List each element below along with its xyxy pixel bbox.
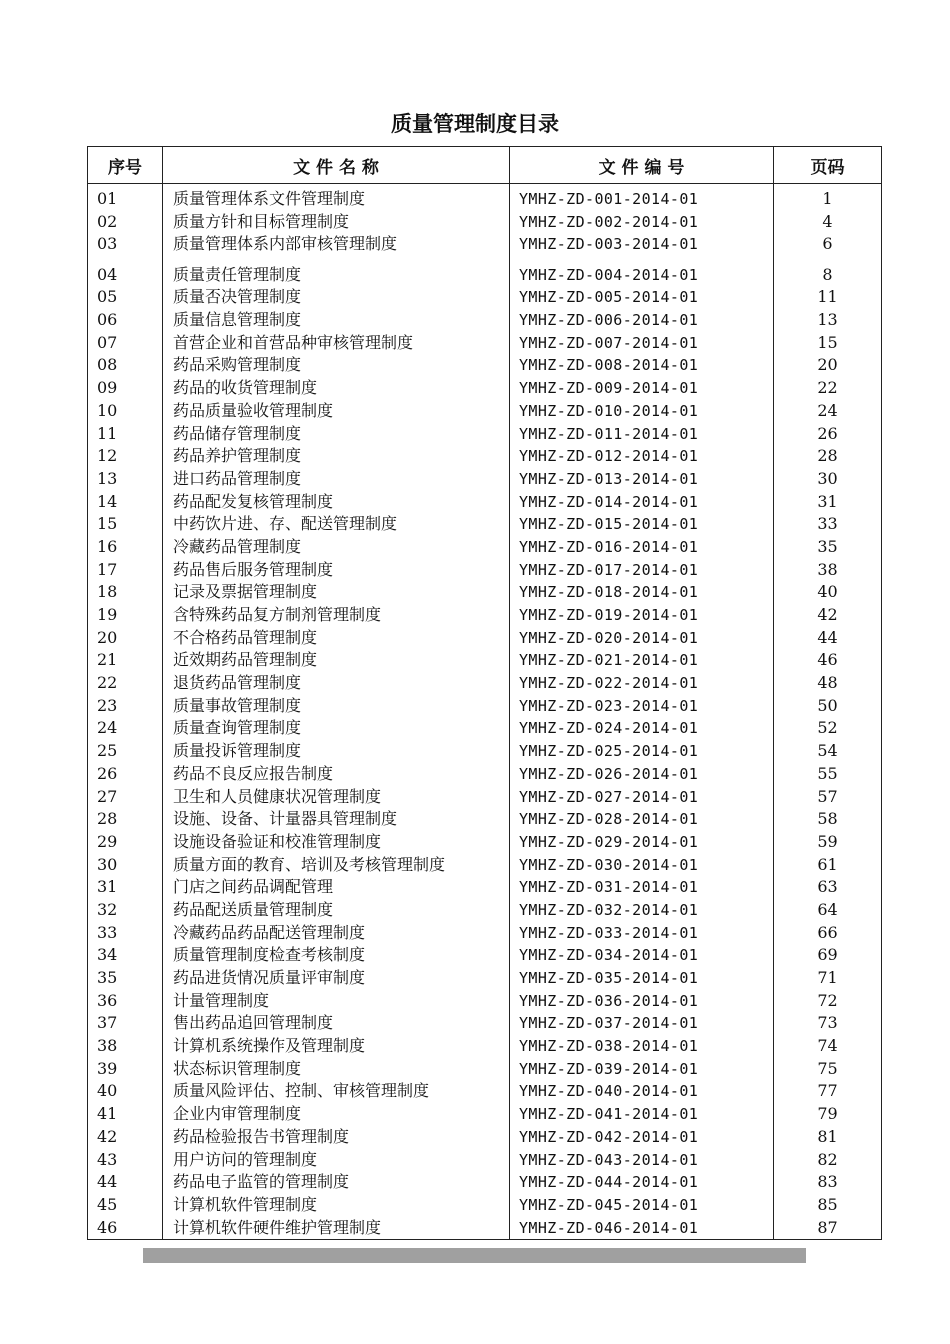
cell-serial-number: 28	[88, 808, 163, 831]
cell-document-code: YMHZ-ZD-026-2014-01	[510, 763, 774, 786]
cell-document-name: 药品养护管理制度	[163, 445, 510, 468]
table-row	[88, 468, 882, 491]
cell-document-name: 设施、设备、计量器具管理制度	[163, 808, 510, 831]
cell-document-name: 质量事故管理制度	[163, 694, 510, 717]
table-row	[88, 763, 882, 786]
cell-serial-number: 33	[88, 921, 163, 944]
cell-document-name: 含特殊药品复方制剂管理制度	[163, 604, 510, 627]
cell-document-name: 药品检验报告书管理制度	[163, 1126, 510, 1149]
cell-serial-number: 29	[88, 831, 163, 854]
horizontal-scrollbar[interactable]	[143, 1248, 806, 1263]
table-row	[88, 831, 882, 854]
cell-page-number: 74	[774, 1035, 882, 1058]
table-row	[88, 581, 882, 604]
table-row	[88, 490, 882, 513]
cell-serial-number: 07	[88, 331, 163, 354]
cell-document-name: 药品配送质量管理制度	[163, 899, 510, 922]
table-row	[88, 1194, 882, 1217]
cell-document-name: 质量否决管理制度	[163, 286, 510, 309]
cell-page-number: 46	[774, 649, 882, 672]
cell-document-code: YMHZ-ZD-027-2014-01	[510, 785, 774, 808]
cell-document-name: 药品采购管理制度	[163, 354, 510, 377]
table-row	[88, 445, 882, 468]
page-title: 质量管理制度目录	[391, 112, 559, 136]
cell-document-name: 记录及票据管理制度	[163, 581, 510, 604]
cell-serial-number: 18	[88, 581, 163, 604]
cell-document-code: YMHZ-ZD-005-2014-01	[510, 286, 774, 309]
cell-serial-number: 40	[88, 1080, 163, 1103]
cell-document-name: 设施设备验证和校准管理制度	[163, 831, 510, 854]
cell-page-number: 75	[774, 1057, 882, 1080]
cell-serial-number: 43	[88, 1148, 163, 1171]
cell-page-number: 33	[774, 513, 882, 536]
cell-document-name: 进口药品管理制度	[163, 468, 510, 491]
table-row	[88, 377, 882, 400]
cell-document-name: 质量查询管理制度	[163, 717, 510, 740]
cell-serial-number: 46	[88, 1216, 163, 1239]
table-row	[88, 1126, 882, 1149]
cell-page-number: 40	[774, 581, 882, 604]
cell-document-name: 药品配发复核管理制度	[163, 490, 510, 513]
cell-document-code: YMHZ-ZD-012-2014-01	[510, 445, 774, 468]
cell-document-name: 冷藏药品药品配送管理制度	[163, 921, 510, 944]
cell-page-number: 30	[774, 468, 882, 491]
cell-document-name: 质量管理体系文件管理制度	[163, 188, 510, 211]
cell-document-code: YMHZ-ZD-029-2014-01	[510, 831, 774, 854]
cell-serial-number: 02	[88, 211, 163, 234]
cell-serial-number: 05	[88, 286, 163, 309]
cell-page-number: 22	[774, 377, 882, 400]
cell-document-code: YMHZ-ZD-025-2014-01	[510, 740, 774, 763]
table-row	[88, 1171, 882, 1194]
table-row	[88, 1148, 882, 1171]
cell-page-number: 44	[774, 626, 882, 649]
table-row	[88, 331, 882, 354]
table-row	[88, 876, 882, 899]
table-row	[88, 1103, 882, 1126]
cell-document-name: 药品售后服务管理制度	[163, 558, 510, 581]
cell-document-code: YMHZ-ZD-037-2014-01	[510, 1012, 774, 1035]
cell-page-number: 38	[774, 558, 882, 581]
cell-document-name: 计算机软件硬件维护管理制度	[163, 1216, 510, 1239]
cell-serial-number: 11	[88, 422, 163, 445]
cell-document-name: 质量信息管理制度	[163, 309, 510, 332]
cell-document-code: YMHZ-ZD-010-2014-01	[510, 400, 774, 423]
table-header-row	[88, 147, 882, 184]
cell-serial-number: 31	[88, 876, 163, 899]
cell-document-code: YMHZ-ZD-041-2014-01	[510, 1103, 774, 1126]
cell-page-number: 55	[774, 763, 882, 786]
cell-page-number: 58	[774, 808, 882, 831]
cell-serial-number: 08	[88, 354, 163, 377]
cell-page-number: 66	[774, 921, 882, 944]
cell-document-name: 计算机系统操作及管理制度	[163, 1035, 510, 1058]
cell-document-code: YMHZ-ZD-042-2014-01	[510, 1126, 774, 1149]
cell-page-number: 82	[774, 1148, 882, 1171]
table-row	[88, 211, 882, 234]
cell-document-code: YMHZ-ZD-006-2014-01	[510, 309, 774, 332]
cell-serial-number: 25	[88, 740, 163, 763]
cell-document-code: YMHZ-ZD-024-2014-01	[510, 717, 774, 740]
table-row	[88, 626, 882, 649]
cell-document-code: YMHZ-ZD-016-2014-01	[510, 536, 774, 559]
cell-document-code: YMHZ-ZD-001-2014-01	[510, 188, 774, 211]
cell-document-code: YMHZ-ZD-004-2014-01	[510, 263, 774, 286]
cell-document-code: YMHZ-ZD-002-2014-01	[510, 211, 774, 234]
table-row	[88, 1012, 882, 1035]
cell-document-code: YMHZ-ZD-011-2014-01	[510, 422, 774, 445]
cell-page-number: 69	[774, 944, 882, 967]
cell-document-name: 首营企业和首营品种审核管理制度	[163, 331, 510, 354]
table-row	[88, 558, 882, 581]
table-row	[88, 263, 882, 286]
cell-serial-number: 27	[88, 785, 163, 808]
cell-document-code: YMHZ-ZD-038-2014-01	[510, 1035, 774, 1058]
cell-serial-number: 26	[88, 763, 163, 786]
cell-page-number: 50	[774, 694, 882, 717]
cell-serial-number: 19	[88, 604, 163, 627]
cell-document-name: 售出药品追回管理制度	[163, 1012, 510, 1035]
cell-serial-number: 37	[88, 1012, 163, 1035]
cell-document-code: YMHZ-ZD-019-2014-01	[510, 604, 774, 627]
cell-document-name: 质量方面的教育、培训及考核管理制度	[163, 853, 510, 876]
table-body	[88, 184, 882, 1240]
cell-document-code: YMHZ-ZD-028-2014-01	[510, 808, 774, 831]
cell-serial-number: 04	[88, 263, 163, 286]
cell-serial-number: 39	[88, 1057, 163, 1080]
cell-page-number: 1	[774, 188, 882, 211]
cell-serial-number: 44	[88, 1171, 163, 1194]
table-row	[88, 1080, 882, 1103]
cell-page-number: 71	[774, 967, 882, 990]
cell-document-code: YMHZ-ZD-021-2014-01	[510, 649, 774, 672]
table-row	[88, 649, 882, 672]
cell-document-name: 药品电子监管的管理制度	[163, 1171, 510, 1194]
cell-document-code: YMHZ-ZD-003-2014-01	[510, 233, 774, 263]
cell-page-number: 83	[774, 1171, 882, 1194]
table-row	[88, 808, 882, 831]
cell-serial-number: 06	[88, 309, 163, 332]
cell-document-code: YMHZ-ZD-030-2014-01	[510, 853, 774, 876]
cell-document-name: 质量风险评估、控制、审核管理制度	[163, 1080, 510, 1103]
cell-document-code: YMHZ-ZD-045-2014-01	[510, 1194, 774, 1217]
cell-document-name: 药品储存管理制度	[163, 422, 510, 445]
cell-document-code: YMHZ-ZD-020-2014-01	[510, 626, 774, 649]
cell-document-name: 中药饮片进、存、配送管理制度	[163, 513, 510, 536]
cell-page-number: 15	[774, 331, 882, 354]
cell-document-name: 近效期药品管理制度	[163, 649, 510, 672]
cell-page-number: 4	[774, 211, 882, 234]
cell-serial-number: 12	[88, 445, 163, 468]
cell-serial-number: 41	[88, 1103, 163, 1126]
cell-document-name: 企业内审管理制度	[163, 1103, 510, 1126]
header-document-name: 文 件 名 称	[163, 147, 510, 184]
cell-document-code: YMHZ-ZD-034-2014-01	[510, 944, 774, 967]
cell-page-number: 8	[774, 263, 882, 286]
cell-document-code: YMHZ-ZD-018-2014-01	[510, 581, 774, 604]
cell-serial-number: 38	[88, 1035, 163, 1058]
cell-document-code: YMHZ-ZD-036-2014-01	[510, 989, 774, 1012]
cell-document-name: 状态标识管理制度	[163, 1057, 510, 1080]
cell-document-name: 药品不良反应报告制度	[163, 763, 510, 786]
cell-document-name: 计算机软件管理制度	[163, 1194, 510, 1217]
cell-serial-number: 24	[88, 717, 163, 740]
cell-document-code: YMHZ-ZD-008-2014-01	[510, 354, 774, 377]
cell-document-code: YMHZ-ZD-046-2014-01	[510, 1216, 774, 1239]
cell-page-number: 28	[774, 445, 882, 468]
cell-page-number: 52	[774, 717, 882, 740]
cell-document-code: YMHZ-ZD-017-2014-01	[510, 558, 774, 581]
cell-serial-number: 03	[88, 233, 163, 263]
table-row	[88, 422, 882, 445]
cell-page-number: 20	[774, 354, 882, 377]
cell-serial-number: 23	[88, 694, 163, 717]
cell-serial-number: 32	[88, 899, 163, 922]
cell-page-number: 79	[774, 1103, 882, 1126]
cell-serial-number: 10	[88, 400, 163, 423]
cell-document-name: 质量管理体系内部审核管理制度	[163, 233, 510, 263]
cell-serial-number: 42	[88, 1126, 163, 1149]
cell-page-number: 57	[774, 785, 882, 808]
table-row	[88, 967, 882, 990]
table-row	[88, 740, 882, 763]
cell-document-code: YMHZ-ZD-033-2014-01	[510, 921, 774, 944]
cell-page-number: 6	[774, 233, 882, 263]
cell-document-name: 卫生和人员健康状况管理制度	[163, 785, 510, 808]
cell-document-code: YMHZ-ZD-009-2014-01	[510, 377, 774, 400]
table-row	[88, 354, 882, 377]
table-row	[88, 604, 882, 627]
cell-page-number: 35	[774, 536, 882, 559]
table-row	[88, 233, 882, 263]
cell-document-name: 药品质量验收管理制度	[163, 400, 510, 423]
header-page-number: 页码	[774, 147, 882, 184]
cell-page-number: 54	[774, 740, 882, 763]
cell-document-code: YMHZ-ZD-031-2014-01	[510, 876, 774, 899]
table-row	[88, 694, 882, 717]
cell-document-name: 计量管理制度	[163, 989, 510, 1012]
cell-document-code: YMHZ-ZD-022-2014-01	[510, 672, 774, 695]
cell-document-name: 质量责任管理制度	[163, 263, 510, 286]
table-row	[88, 944, 882, 967]
cell-serial-number: 20	[88, 626, 163, 649]
table-row	[88, 1216, 882, 1239]
cell-page-number: 63	[774, 876, 882, 899]
cell-serial-number: 45	[88, 1194, 163, 1217]
table-row	[88, 1057, 882, 1080]
cell-document-name: 质量方针和目标管理制度	[163, 211, 510, 234]
cell-page-number: 59	[774, 831, 882, 854]
cell-page-number: 11	[774, 286, 882, 309]
table-row	[88, 785, 882, 808]
cell-serial-number: 09	[88, 377, 163, 400]
cell-page-number: 26	[774, 422, 882, 445]
cell-document-name: 用户访问的管理制度	[163, 1148, 510, 1171]
cell-page-number: 87	[774, 1216, 882, 1239]
cell-document-code: YMHZ-ZD-032-2014-01	[510, 899, 774, 922]
cell-page-number: 81	[774, 1126, 882, 1149]
cell-page-number: 72	[774, 989, 882, 1012]
cell-page-number: 73	[774, 1012, 882, 1035]
cell-page-number: 42	[774, 604, 882, 627]
cell-document-code: YMHZ-ZD-007-2014-01	[510, 331, 774, 354]
cell-serial-number: 14	[88, 490, 163, 513]
cell-page-number: 77	[774, 1080, 882, 1103]
cell-page-number: 24	[774, 400, 882, 423]
cell-document-code: YMHZ-ZD-043-2014-01	[510, 1148, 774, 1171]
cell-document-code: YMHZ-ZD-015-2014-01	[510, 513, 774, 536]
header-serial-number: 序号	[88, 147, 163, 184]
cell-document-code: YMHZ-ZD-013-2014-01	[510, 468, 774, 491]
cell-page-number: 13	[774, 309, 882, 332]
document-index-table	[87, 146, 882, 1240]
cell-document-name: 冷藏药品管理制度	[163, 536, 510, 559]
table-row	[88, 989, 882, 1012]
cell-page-number: 31	[774, 490, 882, 513]
cell-serial-number: 21	[88, 649, 163, 672]
cell-serial-number: 30	[88, 853, 163, 876]
cell-document-name: 门店之间药品调配管理	[163, 876, 510, 899]
table-row	[88, 513, 882, 536]
cell-serial-number: 17	[88, 558, 163, 581]
header-document-code: 文 件 编 号	[510, 147, 774, 184]
table-row	[88, 1035, 882, 1058]
cell-document-code: YMHZ-ZD-040-2014-01	[510, 1080, 774, 1103]
table-row	[88, 717, 882, 740]
cell-serial-number: 36	[88, 989, 163, 1012]
cell-serial-number: 01	[88, 188, 163, 211]
cell-document-code: YMHZ-ZD-014-2014-01	[510, 490, 774, 513]
cell-document-name: 药品进货情况质量评审制度	[163, 967, 510, 990]
cell-document-code: YMHZ-ZD-035-2014-01	[510, 967, 774, 990]
cell-document-name: 退货药品管理制度	[163, 672, 510, 695]
cell-document-name: 质量管理制度检查考核制度	[163, 944, 510, 967]
cell-serial-number: 15	[88, 513, 163, 536]
table-row	[88, 400, 882, 423]
cell-serial-number: 13	[88, 468, 163, 491]
table-row	[88, 286, 882, 309]
table-row	[88, 536, 882, 559]
table-row	[88, 899, 882, 922]
cell-page-number: 48	[774, 672, 882, 695]
table-row	[88, 309, 882, 332]
cell-document-code: YMHZ-ZD-039-2014-01	[510, 1057, 774, 1080]
cell-page-number: 61	[774, 853, 882, 876]
cell-document-name: 不合格药品管理制度	[163, 626, 510, 649]
table-row	[88, 853, 882, 876]
table-row	[88, 672, 882, 695]
cell-document-name: 质量投诉管理制度	[163, 740, 510, 763]
cell-document-code: YMHZ-ZD-044-2014-01	[510, 1171, 774, 1194]
cell-document-code: YMHZ-ZD-023-2014-01	[510, 694, 774, 717]
cell-serial-number: 35	[88, 967, 163, 990]
cell-document-name: 药品的收货管理制度	[163, 377, 510, 400]
cell-serial-number: 16	[88, 536, 163, 559]
table-row	[88, 921, 882, 944]
cell-serial-number: 34	[88, 944, 163, 967]
table-row	[88, 188, 882, 211]
cell-page-number: 85	[774, 1194, 882, 1217]
cell-page-number: 64	[774, 899, 882, 922]
cell-serial-number: 22	[88, 672, 163, 695]
